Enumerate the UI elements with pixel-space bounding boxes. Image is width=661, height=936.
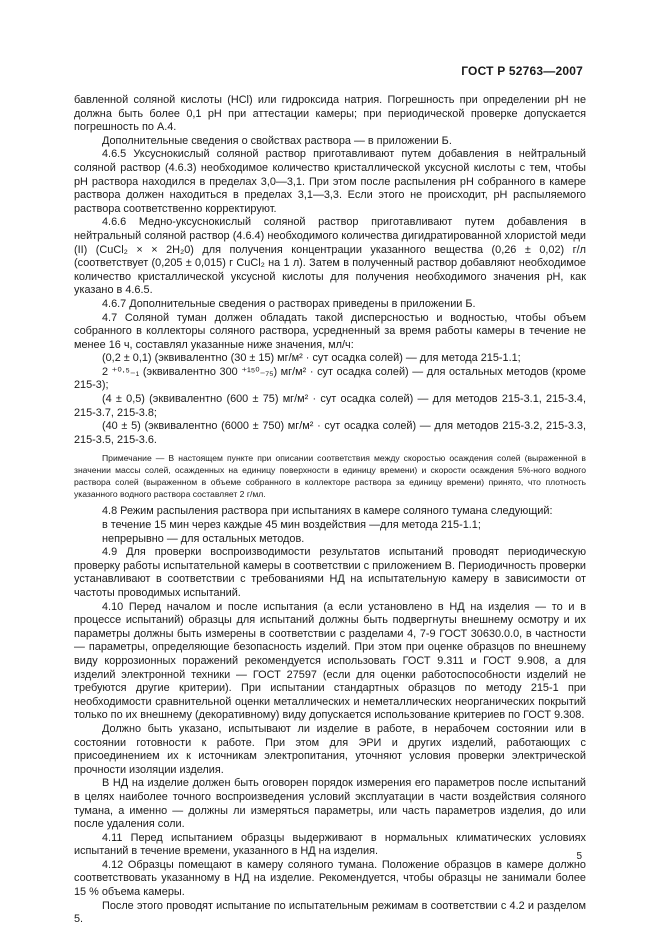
document-header: ГОСТ Р 52763—2007	[461, 64, 583, 78]
body-paragraph: 4.7 Соляной туман должен обладать такой дисперсностью и водностью, чтобы объем собранного в коллекторы соляного раствора, усредненный за время работы камеры в течение не менее 16 ч, составлял указанные ниже значения, мл/ч:	[74, 311, 586, 351]
body-paragraph: 4.6.6 Медно-уксуснокислый соляной раствор приготавливают путем добавления в нейтральный соляной раствор (4.6.4) необходимого количества дигидратированной хлористой меди (II) (CuCl₂ × × 2H₂0) для получения концентрации указанного вещества (0,26 ± 0,02) г/л (соответствует (0,205 ± 0,015) г CuCl₂ на 1 л). Затем в полученный раствор добавляют необходимое количество кристаллической уксусной кислоты для получения необходимого значения pH, как указано в 4.6.5.	[74, 216, 586, 297]
body-paragraph: непрерывно — для остальных методов.	[102, 532, 305, 545]
body-paragraph: Должно быть указано, испытывают ли изделие в работе, в нерабочем состоянии или в состоянии готовности к работе. При этом для ЭРИ и других изделий, работающих с присоединением их к источникам электропитания, уточняют условия проверки электрической прочности изоляции изделия.	[74, 722, 586, 776]
body-paragraph: 4.6.5 Уксуснокислый соляной раствор приготавливают путем добавления в нейтральный соляной раствор (4.6.3) необходимое количество кристаллической уксусной кислоты с тем, чтобы pH раствора находился в пределах 3,0—3,1. При этом после распыления pH собранного в камере раствора должен находиться в пределах 3,1—3,3. Если этого не происходит, pH распыляемого раствора соответственно корректируют.	[74, 148, 586, 215]
body-paragraph: (40 ± 5) (эквивалентно (6000 ± 750) мг/м² · сут осадка солей) — для методов 215-3.2, 215-3.3, 215-3.5, 215-3.6.	[74, 420, 586, 446]
body-paragraph: 4.6.7 Дополнительные сведения о растворах приведены в приложении Б.	[102, 297, 476, 310]
body-paragraph: 4.10 Перед началом и после испытания (а если установлено в НД на изделия — то и в процессе испытаний) образцы для испытаний должны быть подвергнуты внешнему осмотру и их параметры должны быть измерены в соответствии с разделами 4, 7-9 ГОСТ 30630.0.0, в частности — параметры, определяющие безопасность изделий. При этом при оценке образцов по внешнему виду коррозионных поражений рекомендуется использовать ГОСТ 9.311 и ГОСТ 9.908, а для изделий электронной техники — ГОСТ 27597 (если для оценки работоспособности изделий не требуются другие критерии). При испытании стандартных образцов по методу 215-1 при необходимости сравнительной оценки металлических и неметаллических неорганических покрытий только по их внешнему (декоративному) виду допускается использование критериев по ГОСТ 9.308.	[74, 600, 586, 722]
body-paragraph: 4.12 Образцы помещают в камеру соляного тумана. Положение образцов в камере должно соответствовать указанному в НД на изделие. Рекомендуется, чтобы образцы не занимали более 15 % объема камеры.	[74, 858, 586, 899]
body-paragraph: (4 ± 0,5) (эквивалентно (600 ± 75) мг/м² · сут осадка солей) — для методов 215-3.1, 215-3.4, 215-3.7, 215-3.8;	[74, 393, 586, 419]
body-paragraph: В НД на изделие должен быть оговорен порядок измерения его параметров после испытаний в целях наиболее точного воспроизведения условий эксплуатации в части воздействия соляного тумана, а именно — должны ли измеряться параметры, или часть параметров изделия, до или после удаления соли.	[74, 777, 586, 831]
body-paragraph: После этого проводят испытание по испытательным режимам в соответствии с 4.2 и разделом 5.	[74, 899, 586, 926]
body-paragraph: 4.8 Режим распыления раствора при испытаниях в камере соляного тумана следующий:	[102, 505, 553, 518]
body-paragraph: 4.9 Для проверки воспроизводимости результатов испытаний проводят периодическую проверку работы испытательной камеры в соответствии с приложением В. Периодичность проверки устанавливают в соответствии с требованиями НД на испытательную камеру в зависимости от частоты проводимых испытаний.	[74, 546, 586, 599]
body-paragraph: 2 ⁺⁰·⁵₋₁ (эквивалентно 300 ⁺¹⁵⁰₋₇₅) мг/м² · сут осадка солей) — для остальных методов (кроме 215-3);	[74, 365, 586, 392]
body-paragraph: Дополнительные сведения о свойствах раствора — в приложении Б.	[102, 134, 452, 147]
page-number: 5	[576, 851, 582, 862]
body-paragraph: 4.11 Перед испытанием образцы выдерживают в нормальных климатических условиях испытаний в течение времени, указанного в НД на изделия.	[74, 831, 586, 858]
note-paragraph: Примечание — В настоящем пункте при описании соответствия между скоростью осаждения солей (выраженной в значении массы солей, осажденных на единицу поверхности в единицу времени) и скорости осаждения 5%-ного водного раствора солей (выраженном в объеме собранного в коллекторе раствора за единицу времени) принято, что плотность указанного водного раствора составляет 2 г/мл.	[74, 453, 586, 500]
body-paragraph: (0,2 ± 0,1) (эквивалентно (30 ± 15) мг/м² · сут осадка солей) — для метода 215-1.1;	[102, 352, 521, 365]
body-paragraph: в течение 15 мин через каждые 45 мин воздействия —для метода 215-1.1;	[102, 519, 481, 532]
body-paragraph: бавленной соляной кислоты (HCl) или гидроксида натрия. Погрешность при определении pH не должна быть более 0,1 pH при аттестации камеры; при периодической проверке допускается погрешность по А.4.	[74, 94, 586, 134]
document-body	[74, 94, 586, 927]
